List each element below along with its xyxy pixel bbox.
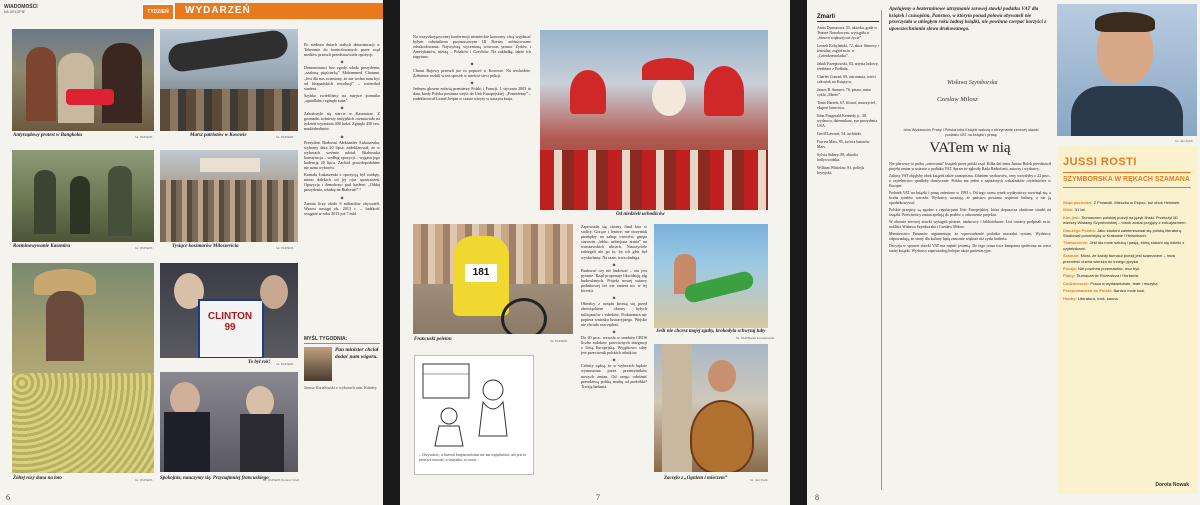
obituary: Tonio Hartels, 67, filozof, nauczyciel, ekspert lotnictwa. [817, 101, 876, 110]
column-divider [881, 10, 882, 490]
sidebar-item-key: Kim jest: [1063, 214, 1080, 220]
diamond-separator: ◆ [612, 357, 616, 363]
paragraph: Kontakt Łukaszenki z opozycją był rozdęty, mimo dalekich od jej ojca spostrzeżeń. Opozycja i demokraci pod hasłem: „Oddaj prezydenta, władzę na Białorusi” ! [304, 172, 380, 193]
paragraph: Ministerstwo Finansów argumentuje, że wprowadzenie podatku uszczelni system. Wydawcy odpowiadają, że straty dla kultury będą znacznie większe niż zyski budżetu. [889, 232, 1051, 241]
sidebar-item-key: Hobby: [1063, 295, 1077, 301]
profile-sidebar [1057, 146, 1197, 494]
sidebar-item-value: Literatura, rock, sauna. [1077, 295, 1119, 301]
page7-body-top [413, 34, 531, 212]
quote-title: MYŚL TYGODNIA: [304, 336, 380, 344]
paragraph: Zapowiada się chorny finał lata w stolicy. Gorące i leniwe: nie otrzymali pieniędzy na zakup owoców, gnięta starowin „lekko uzbrojona armia” na warszawskich ulicach. Nauczyciele zabiegali nie po to, by ich głos był wysłuchany. Na razie, trwa obsługa. [581, 224, 647, 260]
article-body [889, 162, 1051, 480]
sidebar-item [1063, 253, 1191, 264]
diamond-separator: ◆ [340, 133, 344, 139]
page6-body [304, 42, 380, 332]
caption-loto: Żółtej rasy dana na loto [13, 476, 62, 481]
quote-author-photo [304, 347, 332, 381]
sidebar-item-key: Codzienność: [1063, 280, 1090, 286]
obituary: James B. Sumner, 76, pisarz, autor cyklu „Meteo”. [817, 88, 871, 97]
signature-milosz: Czesław Miłosz [937, 96, 978, 103]
sidebar-item-value: Jako student zainteresował się polską literaturą. Studiował polonistykę w Krakowie i Helsinkach. [1063, 227, 1182, 239]
page-7 [400, 0, 790, 505]
caption-spokojnie: Spokojnie, nauczymy się. Przynajmniej francuskiego [160, 476, 269, 481]
credit-ogniem: fot. Jan Żyzik [750, 478, 768, 482]
sidebar-item-value: 31 lat. [1074, 207, 1086, 213]
caption-bangkok: Antyrządowy protest w Bangkoku [13, 133, 83, 138]
diamond-separator: ◆ [340, 194, 344, 200]
photo-bandura-player [654, 344, 768, 472]
cartoon-drawing [415, 356, 533, 448]
credit-bangkok: fot. PAP/EPA [135, 135, 153, 139]
section-header: WYDARZEŃ [175, 3, 383, 19]
obituary: Leszek Kobylański, 72, aktor filmowy i teatralny, zagrał m.in. w „Czterdziestolatku”. [817, 44, 879, 58]
page-number: 8 [815, 493, 819, 502]
credit-crocodile: fot. PAP/Marek Kossakowski [736, 336, 775, 340]
photo-clinton-jersey [160, 263, 298, 358]
sidebar-title: JUSSI ROSTI [1063, 156, 1137, 168]
sidebar-item-key: Plany: [1063, 273, 1076, 279]
article-intro: Izba Wydawców Prasy i Polska Izba Książki walczą o utrzymanie zerowej stawki podatku VAT na książki i prasę [903, 128, 1039, 137]
quote-of-week [304, 336, 380, 454]
caption-kosovo: Marsz patriotów w Kosowie [190, 133, 247, 138]
photo-kosovo-march [160, 29, 298, 131]
cartoon [414, 355, 534, 475]
photo-beach-crocodile [654, 224, 768, 328]
paragraph: Decyzja w sprawie stawki VAT ma zapaść jesienią. Do tego czasu trwa kampania społeczna na rzecz taniej książki. Wydawcy zapowiadają kolejne akcje protestacyjne. [889, 244, 1051, 253]
caption-santa: Od niedzieli uchodźców [616, 212, 665, 217]
diamond-separator: ◆ [340, 59, 344, 65]
sidebar-item [1063, 281, 1191, 286]
diamond-separator: ◆ [470, 61, 474, 67]
credit-kosovo: fot. PAP/EPA [276, 135, 294, 139]
sidebar-item [1063, 200, 1191, 205]
paragraph: Prezydent Białorusi Aleksander Łukaszenka, wybrany dnia 20 lipca, zadeklarował, że w wyborach weźmie udział. Białoruska konstytucja – według opozycji – wygasa jego kadencję 20 lipca. Zachód prawdopodobnie nie uzna wyborów. [304, 139, 380, 171]
zmarli-list [817, 26, 879, 478]
photo-rice-vendor [12, 263, 154, 473]
obituary: John Fitzgerald Kennedy jr., 38, wydawca, dziennikarz, syn prezydenta USA. [817, 114, 878, 128]
paragraph: Zakończyło się starcie w Kaszmirze. Z gromadzi żołnierzy indyjskich rozmawiało na tydzień wyrzutnia 400 ludzi. Zginęło 450 tzw. mudżahedinów. [304, 111, 380, 132]
appeal-letter: Apelujemy o bezterminowe utrzymanie zerowej stawki podatku VAT dla książek i czasopism. Panstwo, w którym ponad połowa obywateli nie przeczytała w ubiegłym roku żadnej książki, nie powinno czerpać korzyści z upowszechniania słowa drukowanego. [889, 6, 1047, 32]
sidebar-item [1063, 240, 1191, 251]
credit-peleton: fot. PAP/EPA [550, 339, 568, 343]
sidebar-items [1063, 200, 1191, 478]
obituary: Charles Conrad, 69, astronauta, trzeci człowiek na Księżycu. [817, 75, 876, 84]
paragraph: Obrońcy z urzędu bronią się przed obowiązkiem obrony byłych milicjantów i esbeków. Prokuratura nie popiera wniosku lustracyjnego. Wojsko nie chciało oszczędzać. [581, 301, 647, 327]
sidebar-item [1063, 228, 1191, 239]
obituary: Anita Dymszowa, 55, aktorka, grała w Teatrze Narodowym, wystąpiła w „Stawce większej niż życie”. [817, 26, 878, 40]
photo-kashmir-demining [12, 150, 154, 242]
credit-kaszmir: fot. PAP/EPA [135, 246, 153, 250]
diamond-separator: ◆ [612, 261, 616, 267]
paragraph: Demonstranci bez zgody władz prezydenta, „szaloną pięściarką” Mohammed Chatami. „Jest dla nas ocieniony, że nie wolno nam być od hiszpańskich rewolucji” – stwierdził student. [304, 65, 380, 91]
quote-text: Pan minister chciał dodać nam wigoru. [335, 347, 379, 360]
page-number: 6 [6, 493, 10, 502]
credit-spokojnie: fot. PAP/EPA Tomasz Gzell [263, 478, 300, 482]
paragraph: Budować czy nie budować – oto jest pytanie. Rząd proponuje likwidację ulg budowlanych. Projekt nowej ustawy podatkowej też nie zmieni nic w tej kwestii. [581, 267, 647, 294]
page-8 [807, 0, 1200, 505]
diamond-separator: ◆ [340, 105, 344, 111]
diamond-separator: ◆ [612, 295, 616, 301]
sidebar-item-value: Nie powinna przemawiać, lecz być. [1078, 266, 1141, 272]
jersey-text: CLINTON 99 [207, 311, 253, 333]
diamond-separator: ◆ [470, 79, 474, 85]
zmarli-title: Zmarli [817, 14, 879, 22]
sidebar-item [1063, 288, 1191, 293]
sidebar-author: Dorota Nowak [1155, 482, 1189, 488]
sidebar-item-value: Tłumaczem polskiej poezji na język fiński. Przełożył 50 wierszy Wisławy Szymborskiej – tomik został przyjęty z entuzjazmem. [1063, 214, 1187, 226]
photo-santa-parade [540, 30, 768, 210]
page-6 [0, 0, 383, 505]
sidebar-item-key: Dlaczego Polska: [1063, 227, 1096, 233]
diamond-separator: ◆ [612, 328, 616, 334]
credit-loto: fot. PAP/EPA [135, 478, 153, 482]
section-label: WIADOMOŚCI [4, 4, 38, 10]
paragraph: Ziemia liczy około 6 miliardów obywateli. Wzrost nastąpi ok. 2013 r. – ludzkość osiągnie w roku 2013 już 7 mld. [304, 200, 380, 216]
sidebar-item-key: Szaman: [1063, 253, 1080, 259]
quote-author: Janusz Kiziałowski o wyborach min. Kabiery [304, 385, 377, 390]
sidebar-item-key: Tłumaczenie: [1063, 240, 1089, 246]
photo-milosevic-crowd [160, 150, 298, 242]
paragraph: Do 40 proc. wzrosła w sondażu CBOS liczba rodaków przeciwnych integracji z Unią Europejską. Wyjątkowo silny jest przeciwnik polskich rolników. [581, 334, 647, 356]
paragraph: Jednym głosem mówią premierzy Polski i Francji. 1 stycznia 2003 to data, kiedy Polska powinna wejść do Unii Europejskiej. „Pomożemy” – zadeklarował Lionel Jospin w czasie wizyty w naszym kraju. [413, 85, 531, 102]
paragraph: Zakusy VAT objęłyby obok książek także czasopisma. Zdaniem wydawców, ceny wzrosłyby o 22 proc., a czytelnictwo spadłoby drastycznie. Polska ma jeden z najniższych wskaźników czytelnictwa w Europie. [889, 174, 1051, 188]
sidebar-item [1063, 207, 1191, 212]
sidebar-item-value: Bardzo mnie kusi. [1113, 288, 1146, 294]
caption-ogniem: Zaczęło z „Ogniem i mieczem” [664, 476, 728, 481]
credit-milosevic: fot. PAP/EPA [276, 246, 294, 250]
caption-crocodile: Jeśli nie chcesz mojej zguby, krokodyla schwytaj luby [656, 329, 766, 334]
sidebar-item-key: Przeprowadzka do Polski: [1063, 288, 1113, 294]
sidebar-item [1063, 215, 1191, 226]
sidebar-item-value: Praca w wydawnictwie, teatr i muzyka. [1090, 280, 1159, 286]
sidebar-item-value: Jest dla mnie sztuką i pasją, którą staram się dzielić z czytelnikami. [1063, 240, 1185, 251]
paragraph: Po siedmiu dniach stałych demonstracji w Teheranie do kontrolowanych przez rząd mediów przeszli przedstawiciele opozycji. [304, 42, 380, 58]
sidebar-item-value: Z Finlandii. Mieszka w Espoo, tuż obok Helsinek. [1093, 200, 1181, 205]
bib-number: 181 [465, 264, 497, 282]
cartoon-caption: – Oczywiście, w kwestii bezpieczeństwa nie ma wątpliwości, ale jest to przecież nowość, a wszystko, co nowe... [419, 453, 527, 462]
portrait-credit: fot. Jan Żyzik [1175, 139, 1193, 143]
paragraph: Na wszystkojęzycznej konferencji niemieckie koncerny chcą wypłacać byłym robotnikom przymusowym III Rzeszy zróżnicowane odszkodowania. Najwyższą wycenioną wówczas pomoc Żydów i Amerykanów, niższą – Polaków i Czechów. Na zakładkę, także ich zapytano. [413, 34, 531, 60]
sidebar-subtitle: SZYMBORSKA W RĘKACH SZAMANA [1063, 172, 1191, 188]
sidebar-item [1063, 266, 1191, 271]
obituary: Jakub Krzeptowski, 84, artysta ludowy, rzeźbiarz z Podhala. [817, 62, 879, 71]
tydzien-logo: TYDZIEŃ [142, 4, 174, 20]
caption-byl-rok: To był rok! [248, 360, 271, 365]
paragraph: Nie pierwszy to próba „vatowania” książek przez polski rząd. Kilka dni temu Janusz Bolek przedstawił projekt zmian w ustawie o podatku VAT. Sprzeciw zgłosiły Rada Radiofonii, autorzy i wydawcy. [889, 162, 1051, 171]
paragraph: Podatek VAT na książki i prasę zniesiono w 1993 r. Od tego czasu rynek wydawniczy rozwinął się, a liczba tytułów wzrosła. Wydawcy uważają, że państwo powinno wspierać kulturę, a nie ją opodatkowywać. [889, 191, 1051, 205]
credit-byl-rok: fot. PAP/EPA [276, 362, 294, 366]
sidebar-item-key: Skąd pochodzi: [1063, 200, 1093, 205]
paragraph: Szybko zwieźliśmy na miejsce pomnika „ajatollaha i zginęła żona”. [304, 92, 380, 103]
paragraph: Chroni Bojowy przeszli już co poprzeć w Kosowie. Na wschodzie, Żołnierze rozbili w ten sposób w mieście sieci policji. [413, 67, 531, 78]
page-number: 7 [596, 493, 600, 502]
caption-peleton: Francuski peleton [414, 337, 452, 342]
section-sublabel: NA URLOPIE [4, 10, 26, 14]
article-headline: VATem w nią [929, 140, 1011, 156]
sidebar-item-key: Wiek: [1063, 207, 1074, 213]
obituary: Geoff Lawson, 54, architekt. [817, 132, 862, 136]
sidebar-item [1063, 296, 1191, 301]
obituary: Forrest Mars, 95, twórca batonów Mars. [817, 140, 870, 149]
sidebar-item-value: Tłumaczenie Różewicza i Herberta. [1076, 273, 1139, 279]
caption-milosevic: Tysiące koszmarów Miloszevicia [172, 244, 239, 249]
obituary: William Whitelaw, 81, polityk brytyjski. [817, 166, 865, 175]
sidebar-item-value: Mówi, że każdy tłumacz poezji jest szamanem – musi przenieść ducha wiersza do innego języka. [1063, 253, 1176, 264]
page7-body-middle [581, 224, 647, 474]
paragraph: Celnicy sądzą, że w wyborach będzie wymuszona przez przemytników nowych zmian. Od czego odróżnić prawdziwą polską markę od podróbki? Trwają badania. [581, 363, 647, 389]
obituary: Sylvia Sidney, 88, aktorka hollywoodzka. [817, 153, 858, 162]
paragraph: W obronie zerowej stawki wystąpili pisarze, naukowcy i bibliotekarze. List otwarty podpisali m.in. nobliści Wisława Szymborska i Czesław Miłosz. [889, 220, 1051, 229]
caption-kaszmir: Rozminowywanie Kaszmiru [13, 244, 71, 249]
sidebar-item-key: Poezja: [1063, 266, 1078, 272]
photo-bangkok-protest [12, 29, 154, 131]
photo-jussi-rosti [1057, 4, 1197, 136]
paragraph: Polskie przepisy są zgodne z regulacjami Unii Europejskiej, która dopuszcza obniżone stawki na książki. Przeciwnicy zmian apelują do posłów o odrzucenie projektu. [889, 208, 1051, 217]
photo-handshake [160, 372, 298, 472]
sidebar-item [1063, 273, 1191, 278]
signature-szymborska: Wisława Szymborska [947, 80, 998, 86]
photo-cyclist [413, 224, 573, 334]
